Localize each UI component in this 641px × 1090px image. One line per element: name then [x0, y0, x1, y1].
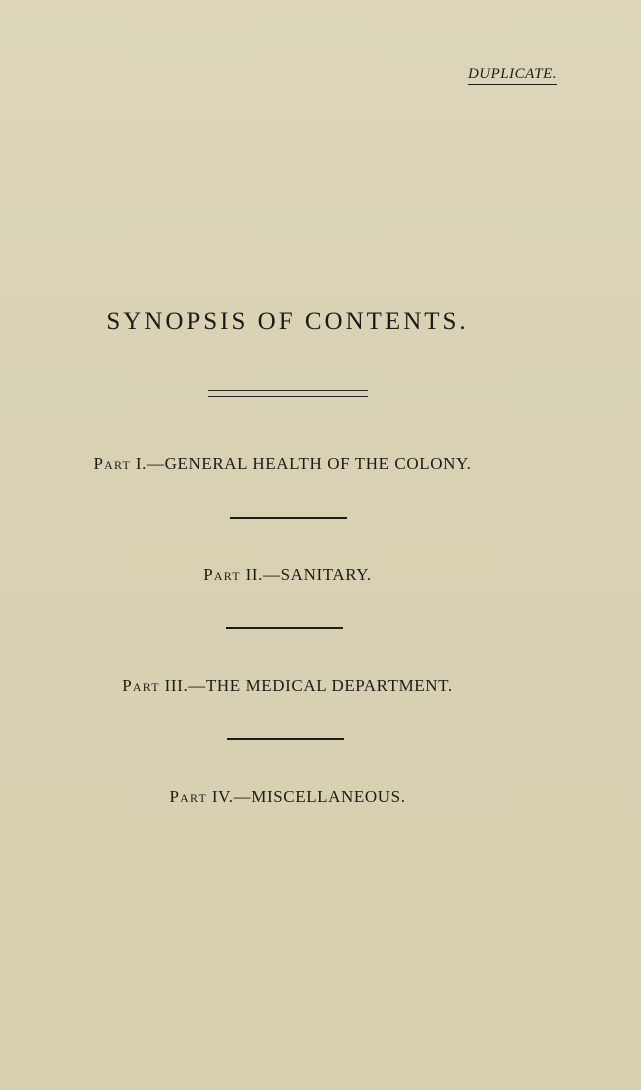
- part-3-text: —THE MEDICAL DEPARTMENT.: [188, 676, 453, 695]
- part-2-number: II.: [245, 565, 264, 584]
- part-4-heading: [0, 787, 575, 807]
- part-3-label: Part: [122, 676, 160, 695]
- duplicate-stamp: DUPLICATE.: [468, 66, 557, 85]
- part-4-number: IV.: [211, 787, 234, 806]
- part-2-text: —SANITARY.: [263, 565, 372, 584]
- part-1-heading: [0, 454, 570, 474]
- rule-divider-2: [226, 627, 343, 629]
- part-1-number: I.: [135, 454, 148, 473]
- rule-divider-3: [227, 738, 344, 740]
- part-1-label: Part: [93, 454, 132, 473]
- page-title: SYNOPSIS OF CONTENTS.: [106, 308, 469, 335]
- part-4-label: Part: [169, 787, 207, 806]
- part-4-text: —MISCELLANEOUS.: [233, 787, 406, 806]
- part-2-heading: [0, 565, 575, 585]
- part-3-number: III.: [164, 676, 189, 695]
- double-rule-divider: [208, 390, 368, 397]
- part-2-label: Part: [203, 565, 241, 584]
- part-1-text: —GENERAL HEALTH OF THE COLONY.: [147, 454, 472, 473]
- part-3-heading: [0, 676, 575, 696]
- rule-divider-1: [230, 517, 347, 519]
